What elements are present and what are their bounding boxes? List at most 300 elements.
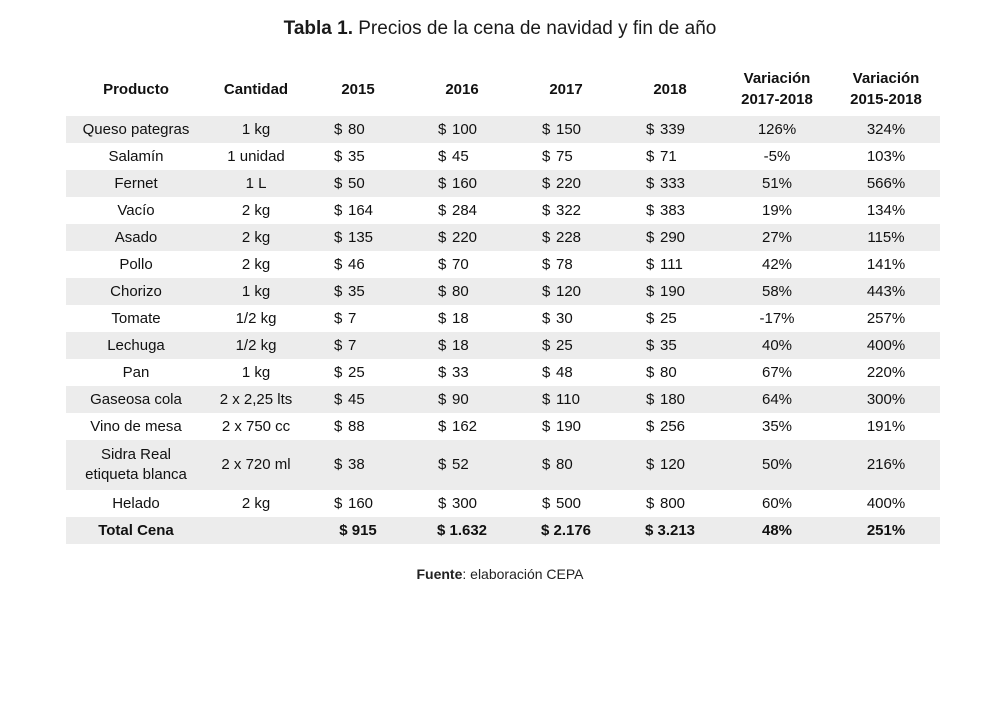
cell-cantidad: 2 kg <box>206 224 306 251</box>
cell-price-2017 <box>514 278 618 305</box>
cell-variacion-1518: 400% <box>832 332 940 359</box>
currency-symbol: $ <box>646 282 655 300</box>
cell-variacion-1718: 19% <box>761 201 793 219</box>
total-cantidad <box>206 517 306 544</box>
cell-cantidad: 2 x 750 cc <box>221 417 291 435</box>
cell-variacion-1518: 220% <box>866 363 906 381</box>
price-value <box>646 255 694 275</box>
cell-price-2015 <box>306 359 410 386</box>
price-amount: 78 <box>556 255 573 273</box>
cell-price-2018 <box>618 278 722 305</box>
cell-price-2015 <box>306 170 410 197</box>
price-value <box>542 228 590 248</box>
price-value <box>646 455 694 475</box>
cell-price-2016 <box>410 251 514 278</box>
cell-variacion-1518: 324% <box>832 116 940 143</box>
cell-price-2018 <box>618 251 722 278</box>
price-amount: 500 <box>556 494 582 512</box>
price-value <box>542 309 590 329</box>
price-amount: 52 <box>452 456 469 473</box>
cell-cantidad: 1 kg <box>241 363 271 381</box>
currency-symbol: $ <box>334 494 343 512</box>
cell-price-2018 <box>618 332 722 359</box>
currency-symbol: $ <box>334 255 343 273</box>
currency-symbol: $ <box>542 282 551 300</box>
cell-price-2016 <box>410 305 514 332</box>
price-value <box>542 174 590 194</box>
price-value <box>438 201 486 221</box>
cell-price-2016 <box>410 278 514 305</box>
price-amount: 100 <box>452 120 478 138</box>
table-row <box>66 490 940 517</box>
cell-variacion-1518: 115% <box>832 224 940 251</box>
price-value <box>542 120 590 140</box>
price-amount: 228 <box>556 228 582 246</box>
table-row <box>66 440 940 490</box>
price-amount: 111 <box>660 255 683 273</box>
cell-price-2015 <box>306 440 410 490</box>
price-value <box>438 390 486 410</box>
price-amount: 80 <box>660 363 677 381</box>
cell-price-2016 <box>410 170 514 197</box>
cell-variacion-1718: 51% <box>722 170 832 197</box>
price-amount: 190 <box>556 417 582 435</box>
currency-symbol: $ <box>646 147 655 165</box>
price-value <box>646 417 694 437</box>
cell-cantidad: 1 kg <box>206 278 306 305</box>
currency-symbol: $ <box>542 120 551 138</box>
price-amount: 160 <box>452 174 478 192</box>
currency-symbol: $ <box>334 120 343 138</box>
cell-producto: Tomate <box>111 309 161 327</box>
cell-producto: Pollo <box>119 255 153 273</box>
price-value <box>542 417 590 437</box>
cell-producto: Gaseosa cola <box>66 386 206 413</box>
header-cantidad: Cantidad <box>223 80 289 98</box>
price-value <box>334 455 382 475</box>
price-amount: 25 <box>556 336 573 354</box>
cell-cantidad: 1 L <box>206 170 306 197</box>
cell-variacion-1718: 27% <box>722 224 832 251</box>
cell-price-2016 <box>410 224 514 251</box>
cell-cantidad: 2 x 720 ml <box>206 440 306 490</box>
cell-price-2018 <box>618 197 722 224</box>
cell-price-2016 <box>410 386 514 413</box>
cell-price-2015 <box>306 197 410 224</box>
price-amount: 70 <box>452 255 469 273</box>
cell-price-2018 <box>618 440 722 490</box>
cell-producto: Vacío <box>117 201 155 219</box>
currency-symbol: $ <box>438 309 447 327</box>
price-value <box>438 336 486 356</box>
cell-price-2016 <box>410 413 514 440</box>
cell-cantidad: 2 kg <box>241 201 271 219</box>
table-row <box>66 278 940 305</box>
price-value <box>646 336 694 356</box>
price-value <box>438 255 486 275</box>
cell-cantidad: 1 unidad <box>227 147 285 165</box>
cell-variacion-1718: 50% <box>722 440 832 490</box>
cell-producto: Queso pategras <box>66 116 206 143</box>
price-amount: 35 <box>660 336 677 354</box>
currency-symbol: $ <box>438 255 447 273</box>
cell-producto: Helado <box>112 494 160 512</box>
header-2017: 2017 <box>549 80 583 98</box>
price-value <box>646 494 694 514</box>
currency-symbol: $ <box>646 201 655 219</box>
price-value <box>334 309 382 329</box>
price-amount: 71 <box>660 147 677 165</box>
currency-symbol: $ <box>334 390 343 408</box>
price-amount: 7 <box>348 309 357 327</box>
cell-price-2015 <box>306 490 410 517</box>
price-value <box>334 255 382 275</box>
cell-variacion-1718: 126% <box>722 116 832 143</box>
price-value <box>646 147 694 167</box>
cell-price-2015 <box>306 116 410 143</box>
cell-price-2016 <box>410 332 514 359</box>
table-body <box>66 116 940 517</box>
price-amount: 88 <box>348 417 365 435</box>
cell-variacion-1518: 103% <box>866 147 906 165</box>
price-value <box>542 282 590 302</box>
price-amount: 110 <box>556 390 580 408</box>
price-amount: 30 <box>556 309 573 327</box>
currency-symbol: $ <box>646 363 655 381</box>
cell-variacion-1518: 400% <box>866 494 906 512</box>
price-amount: 339 <box>660 120 686 138</box>
currency-symbol: $ <box>542 456 551 473</box>
price-value <box>334 147 382 167</box>
cell-price-2018 <box>618 305 722 332</box>
price-value <box>542 363 590 383</box>
cell-price-2017 <box>514 332 618 359</box>
price-amount: 150 <box>556 120 582 138</box>
price-value <box>438 228 486 248</box>
total-2018: $ 3.213 <box>618 517 722 544</box>
table-row <box>66 251 940 278</box>
price-amount: 160 <box>348 494 374 512</box>
cell-variacion-1718: 35% <box>761 417 793 435</box>
price-amount: 46 <box>348 255 365 273</box>
price-amount: 35 <box>348 282 365 300</box>
currency-symbol: $ <box>646 494 655 512</box>
currency-symbol: $ <box>334 417 343 435</box>
total-2016: $ 1.632 <box>410 517 514 544</box>
cell-variacion-1718: 67% <box>761 363 793 381</box>
cell-price-2015 <box>306 143 410 170</box>
price-amount: 290 <box>660 228 686 246</box>
cell-price-2015 <box>306 224 410 251</box>
total-producto: Total Cena <box>66 517 206 544</box>
table-row <box>66 386 940 413</box>
price-amount: 220 <box>452 228 478 246</box>
price-value <box>334 120 382 140</box>
price-amount: 90 <box>452 390 469 408</box>
currency-symbol: $ <box>334 336 343 354</box>
currency-symbol: $ <box>334 174 343 192</box>
cell-price-2015 <box>306 386 410 413</box>
currency-symbol: $ <box>438 363 447 381</box>
price-amount: 284 <box>452 201 478 219</box>
price-amount: 322 <box>556 201 582 219</box>
cell-producto: Asado <box>66 224 206 251</box>
currency-symbol: $ <box>646 255 655 273</box>
currency-symbol: $ <box>438 201 447 219</box>
cell-price-2015 <box>306 278 410 305</box>
price-amount: 48 <box>556 363 573 381</box>
currency-symbol: $ <box>646 417 655 435</box>
currency-symbol: $ <box>542 309 551 327</box>
currency-symbol: $ <box>542 201 551 219</box>
source-text: : elaboración CEPA <box>462 566 584 582</box>
cell-price-2018 <box>618 359 722 386</box>
header-variacion-2015-2018 <box>832 62 940 116</box>
header-row <box>66 62 940 116</box>
cell-price-2017 <box>514 251 618 278</box>
header-variacion-2015-2018-text: Variación 2015-2018 <box>850 70 922 108</box>
cell-producto: Fernet <box>66 170 206 197</box>
price-value <box>542 336 590 356</box>
table-row <box>66 359 940 386</box>
cell-variacion-1718: 58% <box>722 278 832 305</box>
price-value <box>438 455 486 475</box>
cell-producto: Pan <box>122 363 150 381</box>
source-label: Fuente <box>416 566 463 582</box>
price-value <box>334 336 382 356</box>
price-amount: 25 <box>660 309 677 327</box>
currency-symbol: $ <box>438 282 447 300</box>
currency-symbol: $ <box>542 417 551 435</box>
table-row <box>66 197 940 224</box>
table-row <box>66 143 940 170</box>
cell-price-2017 <box>514 490 618 517</box>
cell-variacion-1718: -5% <box>763 147 791 165</box>
price-amount: 120 <box>556 282 582 300</box>
currency-symbol: $ <box>334 363 343 381</box>
price-amount: 256 <box>660 417 686 435</box>
currency-symbol: $ <box>542 147 551 165</box>
cell-producto: Sidra Real etiqueta blanca <box>66 440 206 490</box>
currency-symbol: $ <box>542 390 551 408</box>
cell-price-2017 <box>514 305 618 332</box>
price-amount: 220 <box>556 174 582 192</box>
cell-price-2018 <box>618 116 722 143</box>
table-row <box>66 413 940 440</box>
currency-symbol: $ <box>646 336 655 354</box>
price-value <box>542 390 590 410</box>
cell-variacion-1518: 216% <box>832 440 940 490</box>
cell-producto: Salamín <box>108 147 164 165</box>
currency-symbol: $ <box>542 494 551 512</box>
price-value <box>438 120 486 140</box>
price-table <box>66 62 940 544</box>
currency-symbol: $ <box>438 417 447 435</box>
cell-variacion-1718: -17% <box>759 309 795 327</box>
price-value <box>438 174 486 194</box>
header-2018: 2018 <box>653 80 687 98</box>
price-amount: 80 <box>556 456 573 473</box>
price-value <box>438 282 486 302</box>
cell-price-2018 <box>618 170 722 197</box>
cell-variacion-1518: 443% <box>832 278 940 305</box>
currency-symbol: $ <box>334 282 343 300</box>
total-2017: $ 2.176 <box>514 517 618 544</box>
cell-variacion-1518: 566% <box>832 170 940 197</box>
cell-price-2017 <box>514 440 618 490</box>
price-value <box>542 201 590 221</box>
table-row <box>66 332 940 359</box>
cell-price-2018 <box>618 224 722 251</box>
price-value <box>438 309 486 329</box>
price-value <box>334 228 382 248</box>
header-2016: 2016 <box>445 80 479 98</box>
cell-variacion-1718: 60% <box>761 494 793 512</box>
cell-price-2017 <box>514 197 618 224</box>
cell-variacion-1718: 42% <box>761 255 793 273</box>
price-amount: 190 <box>660 282 686 300</box>
cell-variacion-1518: 191% <box>866 417 906 435</box>
cell-price-2015 <box>306 305 410 332</box>
table-row <box>66 224 940 251</box>
price-value <box>542 147 590 167</box>
cell-price-2016 <box>410 490 514 517</box>
price-amount: 25 <box>348 363 365 381</box>
price-value <box>334 417 382 437</box>
currency-symbol: $ <box>542 363 551 381</box>
currency-symbol: $ <box>542 336 551 354</box>
price-amount: 18 <box>452 336 469 354</box>
cell-price-2017 <box>514 359 618 386</box>
price-amount: 18 <box>452 309 469 327</box>
price-amount: 800 <box>660 494 686 512</box>
cell-price-2016 <box>410 143 514 170</box>
currency-symbol: $ <box>334 201 343 219</box>
cell-variacion-1518: 134% <box>866 201 906 219</box>
cell-price-2018 <box>618 413 722 440</box>
total-row <box>66 517 940 544</box>
currency-symbol: $ <box>334 309 343 327</box>
currency-symbol: $ <box>542 255 551 273</box>
cell-price-2018 <box>618 143 722 170</box>
price-amount: 45 <box>348 390 365 408</box>
cell-price-2016 <box>410 116 514 143</box>
cell-cantidad: 2 x 2,25 lts <box>206 386 306 413</box>
price-value <box>334 282 382 302</box>
price-amount: 7 <box>348 336 357 354</box>
cell-price-2017 <box>514 170 618 197</box>
price-amount: 80 <box>452 282 469 300</box>
price-value <box>646 390 694 410</box>
cell-producto: Lechuga <box>66 332 206 359</box>
price-value <box>334 494 382 514</box>
cell-price-2015 <box>306 251 410 278</box>
price-value <box>438 363 486 383</box>
table-row <box>66 170 940 197</box>
currency-symbol: $ <box>542 174 551 192</box>
price-amount: 35 <box>348 147 365 165</box>
price-value <box>438 147 486 167</box>
price-value <box>646 282 694 302</box>
header-producto: Producto <box>103 80 169 98</box>
price-value <box>438 417 486 437</box>
cell-cantidad: 1/2 kg <box>206 332 306 359</box>
cell-price-2015 <box>306 332 410 359</box>
cell-cantidad: 1/2 kg <box>235 309 277 327</box>
price-value <box>542 455 590 475</box>
cell-price-2018 <box>618 386 722 413</box>
cell-variacion-1718: 64% <box>722 386 832 413</box>
currency-symbol: $ <box>334 228 343 246</box>
currency-symbol: $ <box>646 174 655 192</box>
price-value <box>334 201 382 221</box>
cell-price-2017 <box>514 413 618 440</box>
currency-symbol: $ <box>438 336 447 354</box>
cell-price-2018 <box>618 490 722 517</box>
total-2015: $ 915 <box>306 517 410 544</box>
price-amount: 333 <box>660 174 686 192</box>
cell-producto: Chorizo <box>66 278 206 305</box>
price-value <box>646 228 694 248</box>
cell-cantidad: 1 kg <box>206 116 306 143</box>
currency-symbol: $ <box>334 147 343 165</box>
price-amount: 38 <box>348 456 365 473</box>
price-value <box>542 494 590 514</box>
cell-variacion-1518: 300% <box>832 386 940 413</box>
cell-variacion-1518: 257% <box>866 309 906 327</box>
price-amount: 75 <box>556 147 573 165</box>
cell-price-2016 <box>410 440 514 490</box>
source-note <box>0 566 1000 582</box>
price-amount: 162 <box>452 417 478 435</box>
header-2015: 2015 <box>341 80 375 98</box>
currency-symbol: $ <box>646 228 655 246</box>
price-value <box>334 174 382 194</box>
cell-price-2017 <box>514 386 618 413</box>
currency-symbol: $ <box>438 494 447 512</box>
price-amount: 80 <box>348 120 365 138</box>
currency-symbol: $ <box>438 228 447 246</box>
price-value <box>334 390 382 410</box>
price-amount: 33 <box>452 363 469 381</box>
cell-price-2015 <box>306 413 410 440</box>
currency-symbol: $ <box>438 174 447 192</box>
price-amount: 164 <box>348 201 374 219</box>
cell-price-2017 <box>514 116 618 143</box>
price-value <box>646 174 694 194</box>
cell-variacion-1718: 40% <box>722 332 832 359</box>
price-amount: 180 <box>660 390 686 408</box>
price-amount: 120 <box>660 456 686 473</box>
table-row <box>66 116 940 143</box>
price-value <box>646 363 694 383</box>
total-variacion-2015-2018: 251% <box>832 517 940 544</box>
cell-producto: Vino de mesa <box>90 417 182 435</box>
price-amount: 300 <box>452 494 478 512</box>
cell-price-2016 <box>410 197 514 224</box>
price-value <box>646 120 694 140</box>
price-amount: 45 <box>452 147 469 165</box>
table-title-number: Tabla 1. <box>283 18 353 39</box>
currency-symbol: $ <box>646 120 655 138</box>
currency-symbol: $ <box>646 456 655 473</box>
cell-price-2017 <box>514 224 618 251</box>
table-title-text: Precios de la cena de navidad y fin de año <box>352 18 717 39</box>
currency-symbol: $ <box>438 390 447 408</box>
currency-symbol: $ <box>438 120 447 138</box>
currency-symbol: $ <box>646 390 655 408</box>
cell-variacion-1518: 141% <box>866 255 906 273</box>
